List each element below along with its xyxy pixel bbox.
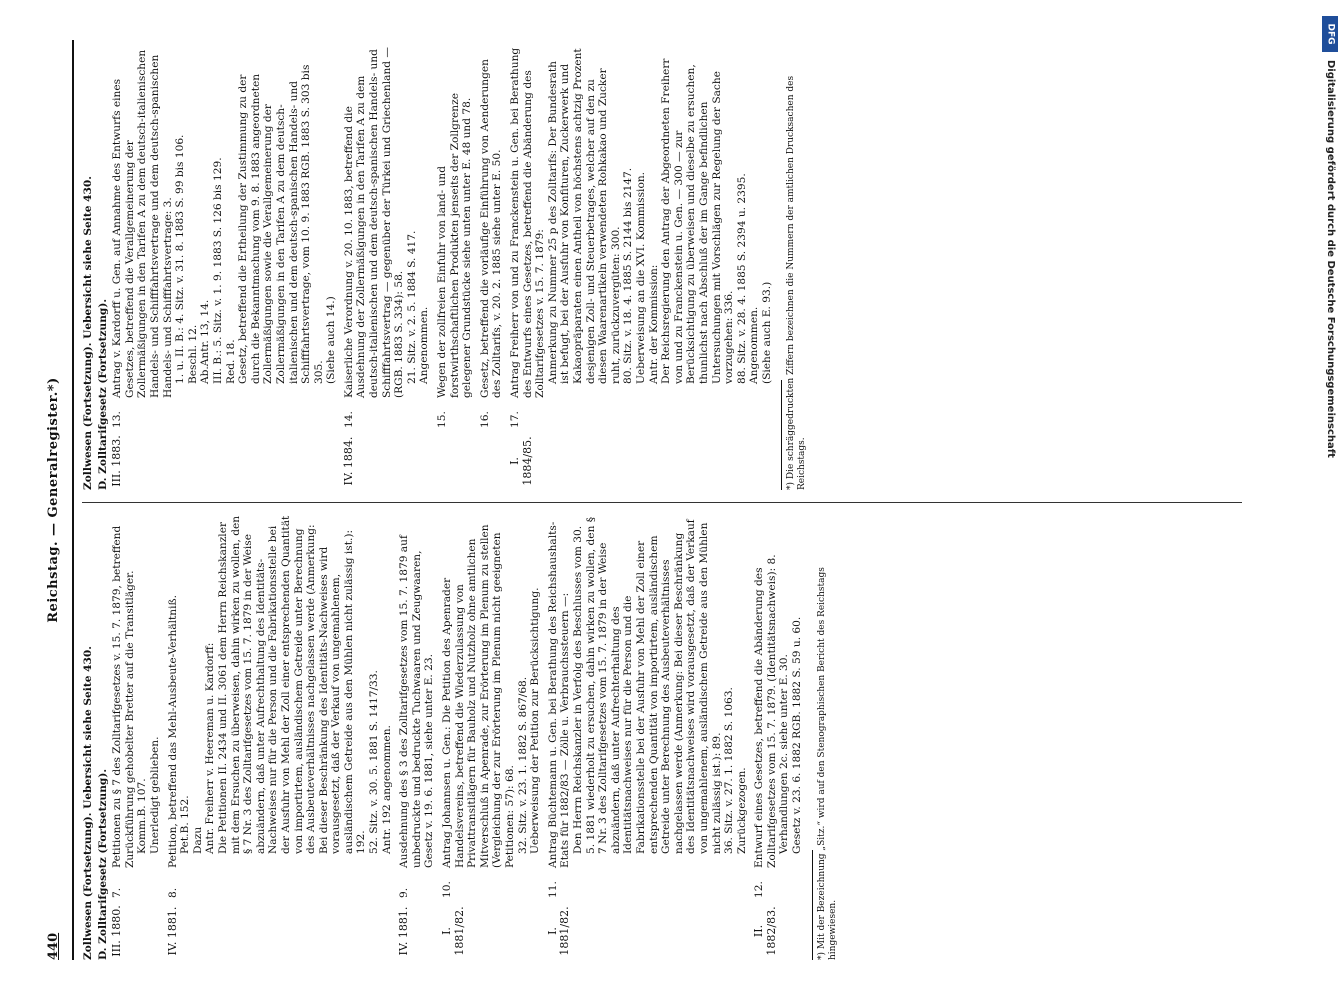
entry-detail-line: (Siehe auch 14.)	[325, 296, 338, 384]
entry-number: 14.	[342, 411, 355, 428]
entry-title: Petitionen zu § 7 des Zolltarifgesetzes v. 15. 7. 1879, betreffend Zurückführung gehobelter Bretter auf die Transitläger.	[111, 525, 136, 868]
footnote-rule	[781, 380, 782, 490]
register-entry	[547, 515, 749, 960]
entry-detail-line: Antr. 192 angenommen.	[380, 725, 393, 854]
entry-detail-line: Antr. der Kommission:	[647, 264, 660, 384]
entry-number: 13.	[111, 411, 124, 428]
entry-detail-line: Dazu	[191, 826, 204, 854]
entry-detail-line: Antr. Freiherr v. Heereman u. Kardorff:	[204, 642, 217, 854]
entry-session-period: III. 1883.	[110, 435, 124, 487]
entry-title: Kaiserliche Verordnung v. 20. 10. 1883, betreffend die Ausdehnung der Zollermäßigungen in den Tarifen A zu dem deutsch-italienischen und dem deutsch-spanischen Handels- und Schifffahrtsvertrag — gegenüber der Türkei und Griechenland — (RGB. 1883 S. 334): 58.	[342, 46, 406, 398]
right-column	[82, 45, 1242, 490]
column-divider	[82, 502, 1242, 503]
running-head: Reichstag. — Generalregister.*)	[46, 377, 61, 623]
footnote: *) Die schräggedruckten Ziffern bezeichnen die Nummern der amtlichen Drucksachen des Reichstags.	[786, 75, 808, 490]
entry-detail-line: Gesetz v. 23. 6. 1882 RGB. 1882 S. 59 u. 60.	[791, 616, 804, 854]
entry-detail-line: Verhandlungen 2c. siehe unter E. 30.	[778, 654, 791, 854]
entry-number: 12.	[753, 881, 766, 898]
entry-session-period: III. 1880.	[110, 905, 124, 957]
footnote: *) Mit der Bezeichnung „Sitz.“ wird auf den Stenographischen Bericht des Reichstags hingewiesen.	[816, 567, 838, 960]
digitization-stamp	[1318, 60, 1338, 940]
register-entry	[479, 45, 504, 490]
section-title: Zollwesen (Fortsetzung). Uebersicht siehe Seite 430.	[82, 176, 94, 490]
section-title: Zollwesen (Fortsetzung). Uebersicht siehe Seite 430.	[82, 646, 94, 960]
entry-detail-line: Der Reichsregierung den Antrag der Abgeordneten Freiherr von und zu Franckenstein u. Gen. — 300 — zur Berücksichtigung zu überweisen und dieselbe zu ersuchen, thunlichst nach Abschluß der im Gange befindlichen Untersuchungen mit Vorschlägen zur Regelung der Sache vorzugehen: 336.	[660, 58, 736, 384]
entry-number: 7.	[111, 887, 124, 898]
entry-list	[111, 515, 803, 960]
register-entry	[436, 45, 474, 490]
page-number: 440	[46, 932, 61, 960]
page-header	[48, 40, 70, 960]
entry-detail-line: Angenommen.	[748, 306, 761, 384]
subsection-title: D. Zolltarifgesetz (Fortsetzung).	[96, 768, 109, 960]
register-entry	[167, 515, 394, 960]
entry-detail-line: Gesetz, betreffend die Ertheilung der Zustimmung zu der durch die Bekanntmachung vom 9. 8. 1883 angeordneten Zollermäßigungen sowie die Verallgemeinerung der Zollermäßigungen in den Tarifen A zu dem deutsch-italienischen und dem deutsch-spanischen Handels- und Schifffahrtsvertrage, vom 10. 9. 1883 RGB. 1883 S. 303 bis 305.	[237, 64, 325, 384]
entry-title: Ausdehnung des § 3 des Zolltarifgesetzes vom 15. 7. 1879 auf unbedruckte und bedruckte Tuchwaaren und Zeugwaaren, Gesetz v. 19. 6. 1881, siehe unter E. 23.	[398, 535, 436, 868]
entry-detail-line: Pet.B. 152.	[179, 795, 192, 854]
entry-detail-line: Angenommen.	[418, 306, 431, 384]
register-entry	[111, 515, 161, 960]
entry-detail-line: 1. u. II. B.: 4. Sitz. v. 31. 8. 1883 S. 99 bis 106.	[174, 134, 187, 384]
entry-detail-line: (Siehe auch E. 93.)	[760, 281, 773, 384]
entry-detail-line: Unerledigt geblieben.	[148, 736, 161, 854]
entry-title: Petition, betreffend das Mehl-Ausbeute-Verhältniß.	[166, 595, 179, 868]
entry-number: 17.	[509, 411, 521, 428]
entry-detail-line: Zurückgezogen.	[735, 767, 748, 854]
dfg-logo-text: DFG	[1325, 23, 1336, 45]
register-entry	[111, 45, 338, 490]
dfg-logo	[1322, 16, 1338, 52]
entry-title: Antrag Freiherr von und zu Franckenstein u. Gen. bei Berathung des Entwurfs eines Gesetzes, betreffend die Abänderung des Zolltarifgesetzes v. 15. 7. 1879:	[509, 47, 547, 398]
entry-detail-line: Ueberweisung der Petition zur Berücksichtigung.	[529, 587, 542, 854]
subsection-title: D. Zolltarifgesetz (Fortsetzung).	[96, 298, 109, 490]
entry-session-period: I. 1881/82.	[440, 906, 466, 956]
entry-detail-line: 52. Sitz. v. 30. 5. 1881 S. 1417/33.	[368, 670, 381, 854]
entry-session-period: IV. 1884.	[341, 436, 355, 486]
entry-detail-line: III. B.: 5. Sitz. v. 1. 9. 1883 S. 126 bis 129.	[211, 157, 224, 384]
entry-number: 10.	[441, 881, 454, 898]
entry-detail-line: Ueberweisung an die XVI. Kommission.	[634, 171, 647, 384]
entry-number: 15.	[436, 411, 449, 428]
entry-detail-line: 88. Sitz. v. 28. 4. 1885 S. 2394 u. 2395.	[735, 173, 748, 384]
entry-number: 16.	[478, 411, 491, 428]
entry-title: Antrag Johannsen u. Gen.: Die Petition des Apenrader Handelsvereins, betreffend die Wiederzulassung von Privattransitlägern für Bauholz und Nutzholz ohne amtlichen Mitverschluß in Apenrade, zur Erörterung im Plenum zu stellen (Vergleichung der zur Erörterung im Plenum nicht geeigneten Petitionen: 57): 68.	[441, 524, 516, 868]
header-rule	[72, 40, 74, 960]
entry-detail-line: 21. Sitz. v. 2. 5. 1884 S. 417.	[405, 230, 418, 384]
register-entry	[398, 515, 436, 960]
entry-title: Gesetz, betreffend die vorläufige Einführung von Aenderungen des Zolltarifs, v. 20. 2. 1885 siehe unter E. 50.	[478, 59, 504, 398]
register-entry	[441, 515, 542, 960]
entry-detail-line: Komm.B. 107.	[136, 778, 149, 854]
entry-number: 11.	[546, 881, 559, 898]
entry-title: Antrag Büchtemann u. Gen. bei Berathung des Reichshaushalts-Etats für 1882/83 — Zölle u. Verbrauchssteuern —:	[546, 521, 572, 868]
register-entry	[753, 515, 803, 960]
entry-detail-line: Anmerkung zu Nummer 25 p des Zolltarifs: Der Bundesrath ist befugt, bei der Ausfuhr von Konfituren, Zuckerwerk und Kakaopräparaten einen Antheil von höchstens achtzig Prozent desjenigen Zoll- und Steuerbetrages, welcher auf den zu diesen Waarenartikeln verwendeten Rohkakao und Zucker ruht, zurückzuvergüten: 300.	[546, 48, 622, 384]
entry-number: 8.	[166, 887, 179, 898]
entry-session-period: IV. 1881.	[397, 906, 411, 956]
entry-title: Entwurf eines Gesetzes, betreffend die Abänderung des Zolltarifgesetzes vom 15. 7. 1879. (Identitätsnachweis): 8.	[753, 554, 778, 868]
entry-detail-line: 80. Sitz. v. 18. 4. 1885 S. 2144 bis 2147.	[622, 167, 635, 384]
entry-list	[111, 45, 773, 490]
register-entry	[509, 45, 773, 490]
entry-detail-line: Ab.Antr. 13, 14.	[199, 299, 212, 384]
entry-number: 9.	[398, 887, 411, 898]
left-column	[82, 515, 1242, 960]
entry-detail-line: Red. 18.	[224, 339, 237, 384]
entry-detail-line: 32. Sitz. v. 23. 1. 1882 S. 867/68.	[516, 676, 529, 854]
footnote-rule	[812, 850, 813, 960]
entry-detail-line: Beschl. 12.	[186, 324, 199, 384]
entry-session-period: IV. 1881.	[165, 906, 179, 956]
entry-session-period: I. 1881/82.	[545, 906, 572, 956]
entry-detail-line: Den Herrn Reichskanzler in Verfolg des Beschlusses vom 30. 5. 1881 wiederholt zu ersuchen, dahin wirken zu wollen, den § 7 Nr. 3 des Zolltarifgesetzes vom 15. 7. 1879 in der Weise abzuändern, daß unter Aufrechterhaltung des Identitätsnachweises nur für die Person und die Fabrikationsstelle bei der Ausfuhr von Mehl der Zoll einer entsprechenden Quantität von importirtem, ausländischem Getreide unter Berechnung des Ausbeuteverhältnisses nachgelassen werde (Anmerkung: Bei dieser Beschränkung des Identitätsnachweises wird vorausgesetzt, daß der Verkauf von ungemahlenem, ausländischem Getreide aus den Mühlen nicht zulässig ist.): 89.	[571, 516, 723, 854]
entry-session-period: II. 1882/83.	[752, 906, 778, 956]
entry-title: Antrag v. Kardorff u. Gen. auf Annahme des Entwurfs eines Gesetzes, betreffend die Verallgemeinerung der Zollermäßigungen in den Tarifen A zu dem deutsch-italienischen Handels- und Schifffahrtsvertrage und dem deutsch-spanischen Handels- und Schifffahrtsvertrage: 3.	[111, 49, 174, 398]
entry-detail-line: Die Petitionen II. 2434 und II. 3061 dem Herrn Reichskanzler mit dem Ersuchen zu überweisen, dahin wirken zu wollen, den § 7 Nr. 3 des Zolltarifgesetzes vom 15. 7. 1879 in der Weise abzuändern, daß unter Aufrechthaltung des Identitäts-Nachweises nur für die Person und die Fabrikationsstelle bei der Ausfuhr von Mehl der Zoll einer entsprechenden Quantität von importirtem, ausländischem Getreide unter Berechnung des Ausbeuteverhältnisses nachgelassen werde (Anmerkung: Bei dieser Beschränkung des Identitäts-Nachweises wird vorausgesetzt, daß der Verkauf von ungemahlenem, ausländischem Getreide aus den Mühlen nicht zulässig ist.): 192.	[216, 515, 368, 854]
digitization-stamp-text: Digitalisierung gefördert durch die Deutsche Forschungsgemeinschaft	[1325, 60, 1336, 458]
entry-detail-line: 36. Sitz. v. 27. 1. 1882 S. 1063.	[723, 687, 736, 854]
entry-session-period: I. 1884/85.	[508, 436, 534, 486]
register-entry	[343, 45, 431, 490]
entry-title: Wegen der zollfreien Einfuhr von land- und forstwirthschaftlichen Produkten jenseits der Zollgrenze gelegener Grundstücke siehe unten unter E. 48 und 78.	[436, 93, 474, 398]
